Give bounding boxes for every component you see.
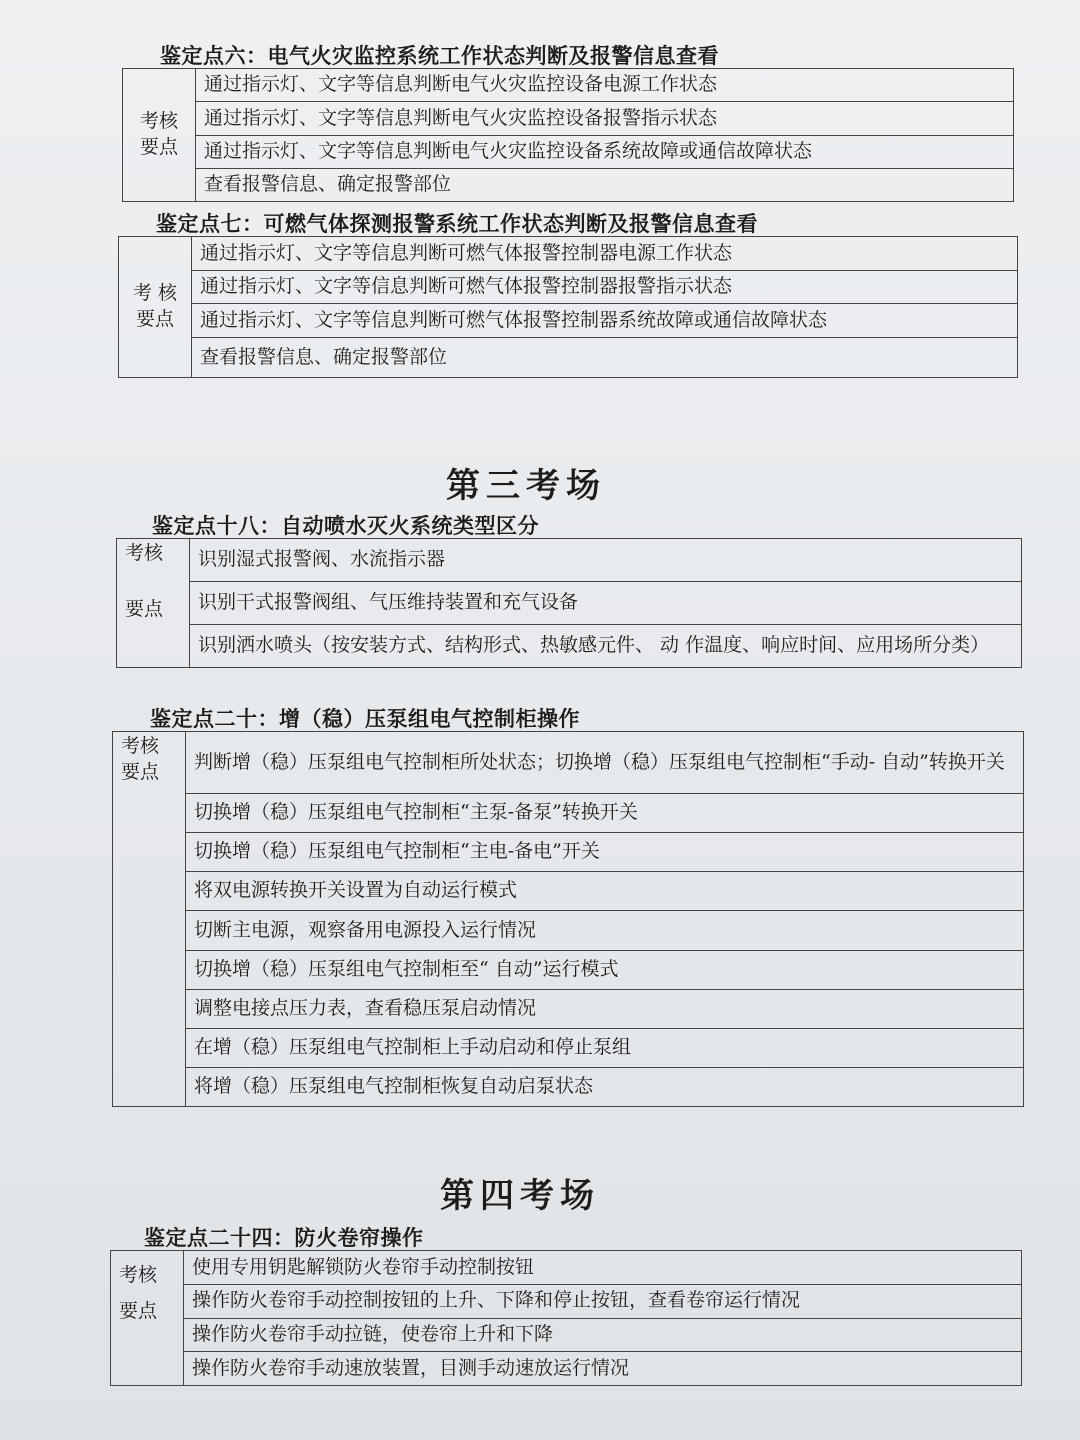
table-6-item: 通过指示灯、文字等信息判断电气火灾监控设备系统故障或通信故障状态 — [196, 135, 1014, 168]
label-line-2: 要点 — [119, 1299, 158, 1322]
label-line-1: 考核 — [121, 735, 160, 757]
table-6-item: 通过指示灯、文字等信息判断电气火灾监控设备电源工作状态 — [196, 69, 1014, 102]
table-6-label — [123, 69, 196, 202]
section-title-18: 鉴定点十八：自动喷水灭火系统类型区分 — [152, 514, 539, 538]
table-24-item: 使用专用钥匙解锁防火卷帘手动控制按钮 — [184, 1251, 1022, 1285]
table-20-item: 切断主电源，观察备用电源投入运行情况 — [186, 911, 1024, 950]
exam-hall-3-heading: 第三考场 — [446, 466, 606, 506]
section-title-24: 鉴定点二十四：防火卷帘操作 — [144, 1226, 424, 1250]
section-title-20: 鉴定点二十：增（稳）压泵组电气控制柜操作 — [150, 707, 580, 731]
exam-hall-4-heading: 第四考场 — [440, 1176, 600, 1216]
table-6-item: 通过指示灯、文字等信息判断电气火灾监控设备报警指示状态 — [196, 102, 1014, 135]
table-18 — [116, 538, 1022, 668]
label-line-1: 考核 — [125, 542, 164, 564]
label-line-2: 要点 — [139, 136, 178, 158]
table-24-item: 操作防火卷帘手动控制按钮的上升、下降和停止按钮，查看卷帘运行情况 — [184, 1284, 1022, 1318]
label-line-1: 考 核 — [132, 282, 178, 305]
table-7 — [118, 236, 1018, 378]
label-line-2: 要点 — [121, 760, 160, 783]
table-7-item: 查看报警信息、确定报警部位 — [192, 338, 1018, 378]
table-20 — [112, 731, 1024, 1107]
table-20-item: 切换增（稳）压泵组电气控制柜至“ 自动”运行模式 — [186, 950, 1024, 989]
table-20-item: 判断增（稳）压泵组电气控制柜所处状态；切换增（稳）压泵组电气控制柜“手动- 自动”转换开关 — [186, 732, 1024, 794]
table-20-item: 切换增（稳）压泵组电气控制柜“主电-备电”开关 — [186, 833, 1024, 872]
section-title-6: 鉴定点六：电气火灾监控系统工作状态判断及报警信息查看 — [160, 44, 719, 68]
table-18-item: 识别干式报警阀组、气压维持装置和充气设备 — [190, 582, 1022, 625]
table-20-item: 调整电接点压力表，查看稳压泵启动情况 — [186, 989, 1024, 1028]
label-line-1: 考核 — [119, 1264, 158, 1286]
table-7-label — [119, 237, 192, 378]
table-24-item: 操作防火卷帘手动速放装置，目测手动速放运行情况 — [184, 1352, 1022, 1386]
table-20-label — [113, 732, 186, 1107]
table-24 — [110, 1250, 1022, 1386]
table-20-item: 将增（稳）压泵组电气控制柜恢复自动启泵状态 — [186, 1067, 1024, 1106]
table-18-item: 识别湿式报警阀、水流指示器 — [190, 539, 1022, 582]
table-24-label — [111, 1251, 184, 1386]
label-line-2: 要点 — [135, 308, 174, 330]
table-20-item: 在增（稳）压泵组电气控制柜上手动启动和停止泵组 — [186, 1028, 1024, 1067]
table-7-item: 通过指示灯、文字等信息判断可燃气体报警控制器系统故障或通信故障状态 — [192, 304, 1018, 338]
table-7-item: 通过指示灯、文字等信息判断可燃气体报警控制器报警指示状态 — [192, 270, 1018, 304]
table-18-label — [117, 539, 190, 668]
table-24-item: 操作防火卷帘手动拉链，使卷帘上升和下降 — [184, 1318, 1022, 1352]
table-6-item: 查看报警信息、确定报警部位 — [196, 168, 1014, 201]
label-line-2: 要点 — [125, 597, 164, 620]
table-20-item: 切换增（稳）压泵组电气控制柜“主泵-备泵”转换开关 — [186, 794, 1024, 833]
table-6 — [122, 68, 1014, 202]
table-18-item: 识别洒水喷头（按安装方式、结构形式、热敏感元件、 动 作温度、响应时间、应用场所分类） — [190, 625, 1022, 668]
label-line-1: 考核 — [139, 110, 178, 133]
table-20-item: 将双电源转换开关设置为自动运行模式 — [186, 872, 1024, 911]
section-title-7: 鉴定点七：可燃气体探测报警系统工作状态判断及报警信息查看 — [156, 212, 758, 236]
table-7-item: 通过指示灯、文字等信息判断可燃气体报警控制器电源工作状态 — [192, 237, 1018, 271]
